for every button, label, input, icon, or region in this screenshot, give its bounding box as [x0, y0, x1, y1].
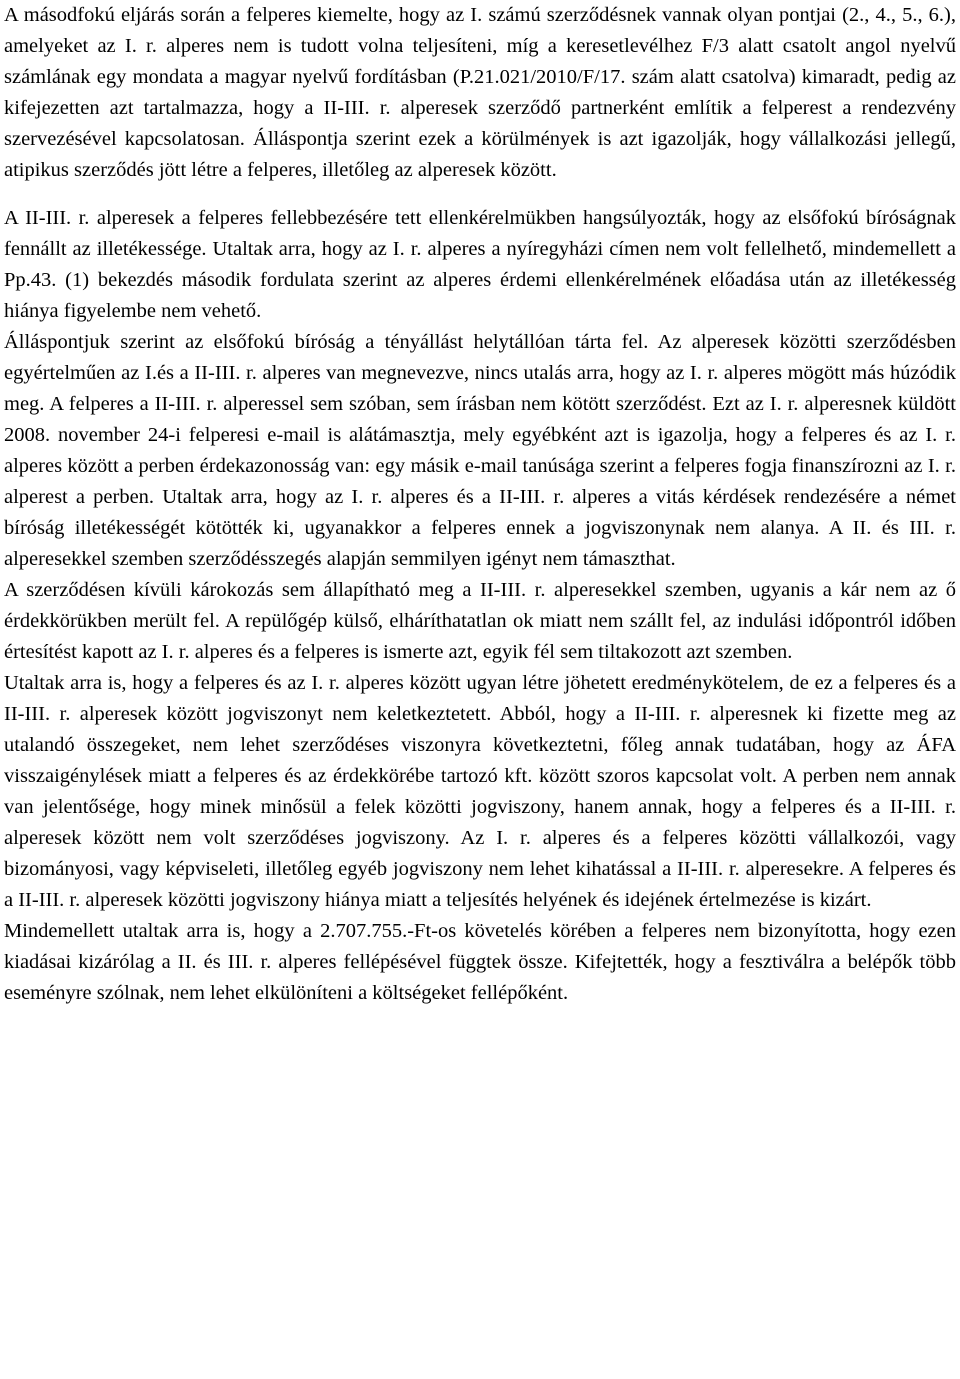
- document-page: [4, 0, 956, 1009]
- paragraph-2: A II-III. r. alperesek a felperes fellebbezésére tett ellenkérelmükben hangsúlyozták, hogy az elsőfokú bíróságnak fennállt az illetékessége. Utaltak arra, hogy az I. r. alperes a nyíregyházi címen nem volt fellelhető, mindemellett a Pp.43. (1) bekezdés második fordulata szerint az alperes érdemi ellenkérelmének előadása után az illetékesség hiánya figyelembe nem vehető.: [4, 207, 956, 322]
- paragraph-1: A másodfokú eljárás során a felperes kiemelte, hogy az I. számú szerződésnek vannak olyan pontjai (2., 4., 5., 6.), amelyeket az I. r. alperes nem is tudott volna teljesíteni, míg a keresetlevélhez F/3 alatt csatolt angol nyelvű számlának egy mondata a magyar nyelvű fordításban (P.21.021/2010/F/17. szám alatt csatolva) kimaradt, pedig az kifejezetten azt tartalmazza, hogy a II-III. r. alperesek szerződő partnerként említik a felperest a rendezvény szervezésével kapcsolatosan. Álláspontja szerint ezek a körülmények is azt igazolják, hogy vállalkozási jellegű, atipikus szerződés jött létre a felperes, illetőleg az alperesek között.: [4, 4, 956, 181]
- paragraph-3: Álláspontjuk szerint az elsőfokú bíróság a tényállást helytállóan tárta fel. Az alperesek közötti szerződésben egyértelműen az I.és a II-III. r. alperes van megnevezve, nincs utalás arra, hogy az I. r. alperes mögött más húzódik meg. A felperes a II-III. r. alperessel sem szóban, sem írásban nem kötött szerződést. Ezt az I. r. alperesnek küldött 2008. november 24-i felperesi e-mail is alátámasztja, mely egyébként azt is igazolja, hogy a felperes és az I. r. alperes között a perben érdekazonosság van: egy másik e-mail tanúsága szerint a felperes fogja finanszírozni az I. r. alperest a perben. Utaltak arra, hogy az I. r. alperes és a II-III. r. alperes a vitás kérdések rendezésére a német bíróság illetékességét kötötték ki, ugyanakkor a felperes ennek a jogviszonynak nem alanya. A II. és III. r. alperesekkel szemben szerződésszegés alapján semmilyen igényt nem támaszthat.: [4, 331, 956, 570]
- paragraph-4: A szerződésen kívüli károkozás sem állapítható meg a II-III. r. alperesekkel szemben, ugyanis a kár nem az ő érdekkörükben merült fel. A repülőgép külső, elháríthatatlan ok miatt nem szállt fel, az indulási időpontról időben értesítést kapott az I. r. alperes és a felperes is ismerte azt, egyik fél sem tiltakozott azt szemben.: [4, 579, 956, 663]
- paragraph-6: Mindemellett utaltak arra is, hogy a 2.707.755.-Ft-os követelés körében a felperes nem bizonyította, hogy ezen kiadásai kizárólag a II. és III. r. alperes fellépésével függtek össze. Kifejtették, hogy a fesztiválra a belépők több eseményre szólnak, nem lehet elkülöníteni a költségeket fellépőként.: [4, 920, 956, 1004]
- paragraph-spacer: [4, 186, 956, 203]
- paragraph-5: Utaltak arra is, hogy a felperes és az I. r. alperes között ugyan létre jöhetett eredménykötelem, de ez a felperes és a II-III. r. alperesek között jogviszonyt nem keletkeztetett. Abból, hogy a II-III. r. alperesnek ki fizette meg az utalandó összegeket, nem lehet szerződéses viszonyra következtetni, főleg annak tudatában, hogy az ÁFA visszaigénylések miatt a felperes és az érdekkörébe tartozó kft. között szoros kapcsolat volt. A perben nem annak van jelentősége, hogy minek minősül a felek közötti jogviszony, hanem annak, hogy a felperes és a II-III. r. alperesek között nem volt szerződéses jogviszony. Az I. r. alperes és a felperes közötti vállalkozói, vagy bizományosi, vagy képviseleti, illetőleg egyéb jogviszony nem lehet kihatással a II-III. r. alperesekre. A felperes és a II-III. r. alperesek közötti jogviszony hiánya miatt a teljesítés helyének és idejének értelmezése is kizárt.: [4, 672, 956, 911]
